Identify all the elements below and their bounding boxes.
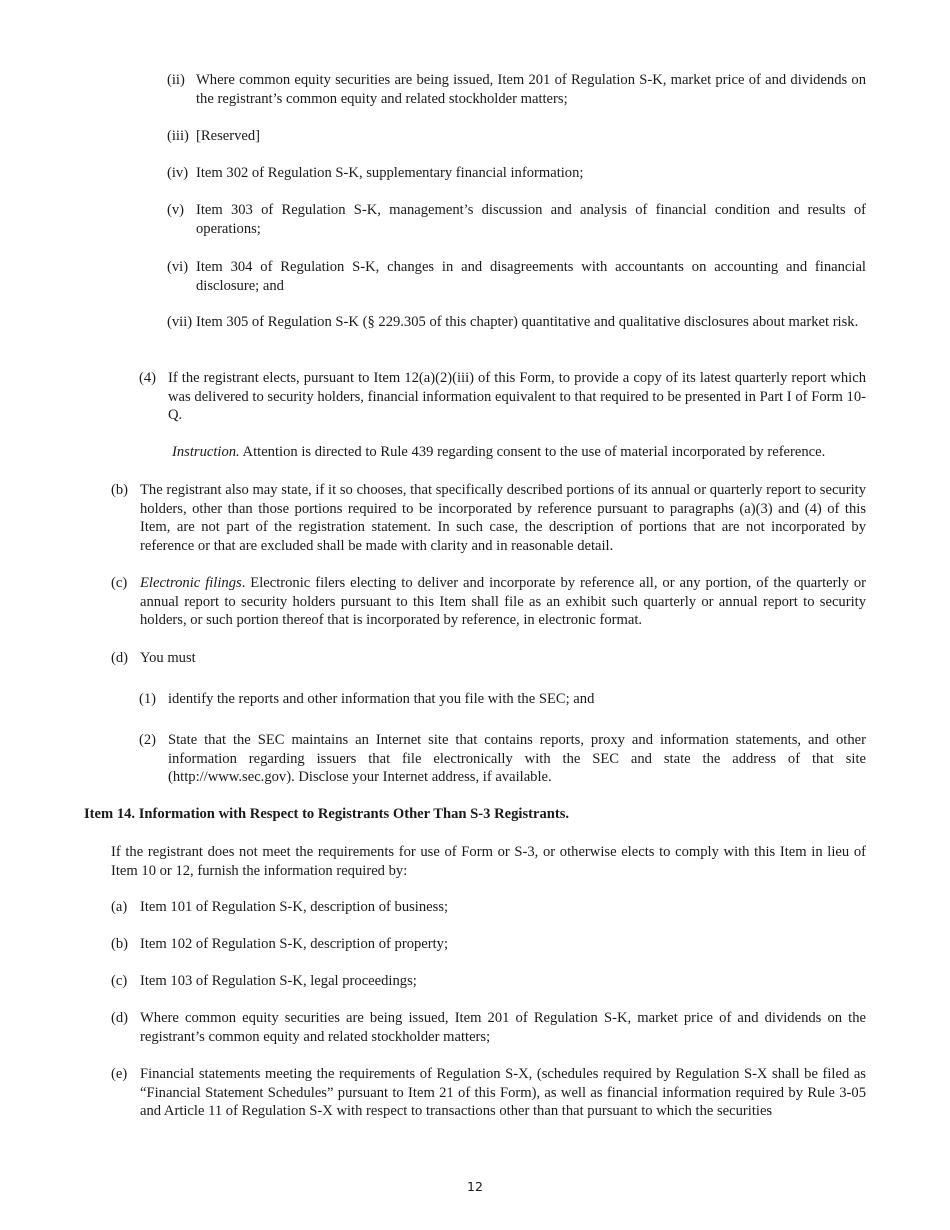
list-item-label: (d): [111, 1010, 129, 1026]
list-item-label: (iii): [167, 128, 189, 144]
list-item-text: Item 303 of Regulation S-K, management’s discussion and analysis of financial condition and results of operations;: [196, 202, 866, 237]
list-item: [111, 972, 866, 991]
list-item-label: (c): [111, 973, 128, 989]
list-item-label: (b): [111, 482, 129, 498]
list-item-text: Item 101 of Regulation S-K, description of business;: [140, 899, 449, 915]
list-item-label: (b): [111, 936, 129, 952]
list-item-text: Financial statements meeting the requirements of Regulation S-X, (schedules required by Regulation S-X shall be filed as “Financial Statement Schedules” pursuant to Item 21 of this Form), as well as financial information required by Rule 3-05 and Article 11 of Regulation S-X with respect to transactions other than that pursuant to which the securities: [140, 1066, 866, 1120]
list-item-text: State that the SEC maintains an Internet site that contains reports, proxy and information statements, and other information regarding issuers that file electronically with the SEC and state the address of that site (http://www.sec.gov). Disclose your Internet address, if available.: [168, 732, 866, 786]
list-item-label: (vi): [167, 259, 189, 275]
list-item-text: Where common equity securities are being issued, Item 201 of Regulation S-K, market price of and dividends on the registrant’s common equity and related stockholder matters;: [196, 72, 866, 107]
list-item-label: (iv): [167, 165, 189, 181]
list-item: [111, 574, 866, 630]
list-item-label: (a): [111, 899, 128, 915]
list-item-label: (1): [139, 691, 157, 707]
list-item-label: (vii): [167, 314, 193, 330]
list-item-label: (c): [111, 575, 128, 591]
list-item-label: (d): [111, 650, 129, 666]
list-item: [111, 1009, 866, 1046]
list-item: [167, 127, 866, 146]
list-item-label: (4): [139, 370, 157, 386]
list-item-text: Item 302 of Regulation S-K, supplementary financial information;: [196, 165, 584, 181]
list-item-text: The registrant also may state, if it so chooses, that specifically described portions of its annual or quarterly report to security holders, other than those portions required to be incorporated by reference pursuant to paragraphs (a)(3) and (4) of this Item, are not part of the registration statement. In such case, the description of portions that are not incorporated by reference or that are excluded shall be made with clarity and in reasonable detail.: [140, 482, 866, 554]
list-item: [139, 369, 866, 425]
list-item-text: Item 304 of Regulation S-K, changes in and disagreements with accountants on accounting and financial disclosure; and: [196, 259, 866, 294]
list-item-text: identify the reports and other information that you file with the SEC; and: [168, 691, 595, 707]
list-item-text: You must: [140, 650, 196, 666]
list-item-text: Item 305 of Regulation S-K (§ 229.305 of this chapter) quantitative and qualitative disclosures about market risk.: [196, 314, 859, 330]
list-item-text-body: . Electronic filers electing to deliver and incorporate by reference all, or any portion, of the quarterly or annual report to security holders pursuant to this Item shall file as an exhibit such quarterly or annual report to security holders, or such portion thereof that is incorporated by reference, in electronic format.: [140, 575, 866, 629]
list-item: [167, 71, 866, 108]
list-item: [167, 313, 866, 332]
list-item-text: Where common equity securities are being issued, Item 201 of Regulation S-K, market price of and dividends on the registrant’s common equity and related stockholder matters;: [140, 1010, 866, 1045]
list-item: [167, 164, 866, 183]
list-item-text: Item 102 of Regulation S-K, description of property;: [140, 936, 449, 952]
electronic-filings-term: Electronic filings: [140, 575, 242, 591]
list-item-label: (2): [139, 732, 157, 748]
list-item: [111, 1065, 866, 1121]
list-item-text: [Reserved]: [196, 128, 261, 144]
list-item: [139, 690, 866, 709]
list-item-text: If the registrant elects, pursuant to Item 12(a)(2)(iii) of this Form, to provide a copy of its latest quarterly report which was delivered to security holders, financial information equivalent to that required to be presented in Part I of Form 10-Q.: [168, 370, 866, 424]
instruction-label: Instruction.: [172, 444, 240, 460]
section-heading: Item 14. Information with Respect to Registrants Other Than S-3 Registrants.: [84, 806, 570, 822]
intro-paragraph: If the registrant does not meet the requirements for use of Form or S-3, or otherwise elects to comply with this Item in lieu of Item 10 or 12, furnish the information required by:: [111, 844, 866, 879]
list-item: [111, 898, 866, 917]
list-item-text: [140, 574, 866, 630]
list-item: [111, 649, 866, 668]
page-number: 12: [467, 1179, 483, 1194]
list-item-label: (v): [167, 202, 185, 218]
instruction-note: [172, 443, 866, 462]
list-item: [111, 481, 866, 555]
list-item-label: (e): [111, 1066, 128, 1082]
list-item: [167, 258, 866, 295]
list-item: [139, 731, 866, 787]
list-item-label: (ii): [167, 72, 185, 88]
list-item: [167, 201, 866, 238]
list-item: [111, 935, 866, 954]
instruction-text: Attention is directed to Rule 439 regarding consent to the use of material incorporated by reference.: [239, 444, 826, 460]
list-item-text: Item 103 of Regulation S-K, legal proceedings;: [140, 973, 417, 989]
